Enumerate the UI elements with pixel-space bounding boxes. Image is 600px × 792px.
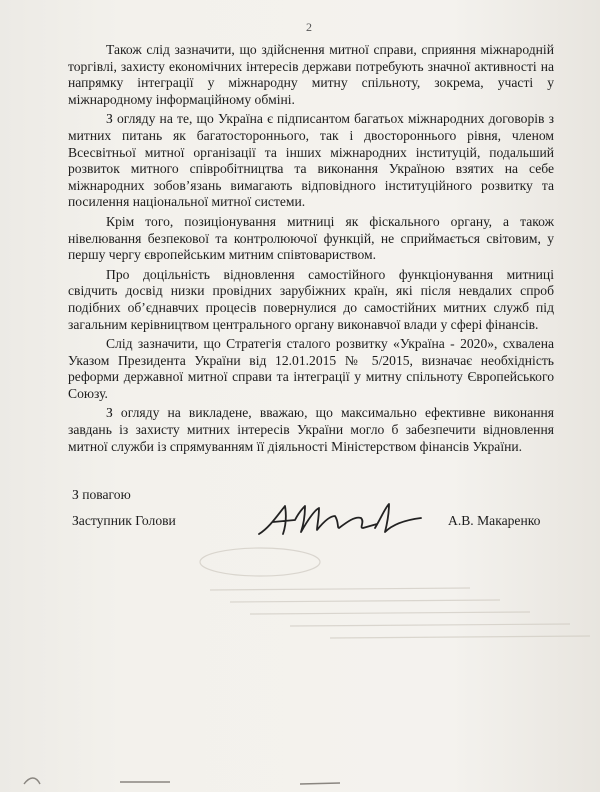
paragraph: Також слід зазначити, що здійснення митної справи, сприяння міжнародній торгівлі, захисту економічних інтересів держави потребують значної активності на напрямку інтеграції у міжнародну митну спільноту, зокрема, участі у міжнародному інформаційному обміні. — [68, 42, 554, 107]
paragraph: Про доцільність відновлення самостійного функціонування митниці свідчить досвід низки провідних зарубіжних країн, які після невдалих спроб подібних об’єднавчих процесів повернулися до самостійних митних служб під загальним керівництвом центрального органу виконавчої влади у сфері фінансів. — [68, 266, 554, 332]
paragraph: Крім того, позиціонування митниці як фіскального органу, а також нівелювання безпекової та контролюючої функцій, не сприймається світовим, у першу чергу європейським митним співтовариством. — [68, 213, 554, 263]
letter-body — [68, 42, 554, 458]
signer-title: Заступник Голови — [72, 513, 176, 528]
bottom-edge-marks — [0, 770, 600, 792]
handwritten-signature — [255, 498, 425, 542]
bleed-through-texture — [170, 540, 600, 660]
paragraph: З огляду на те, що Україна є підписантом багатьох міжнародних договорів з митних питань як багатостороннього, так і двостороннього рівня, членом Всесвітньої митної організації та інших міжнародних інституцій, подальший розвиток митного співробітництва та виконання Україною взятих на себе міжнародних зобов’язань вимагають відповідного інституційного розвитку та посилення національної митної системи. — [68, 111, 554, 210]
paragraph: Слід зазначити, що Стратегія сталого розвитку «Україна - 2020», схвалена Указом Президента України від 12.01.2015 № 5/2015, визначає необхідність реформи державної митної справи та інтеграції у митну спільноту Європейського Союзу. — [68, 336, 554, 401]
closing-salutation: З повагою — [72, 487, 131, 502]
page-number: 2 — [306, 20, 312, 34]
paragraph: З огляду на викладене, вважаю, що максимально ефективне виконання завдань із захисту митних інтересів України могло б забезпечити відновлення митної служби із спрямуванням її діяльності Міністерством фінансів України. — [68, 405, 554, 454]
signer-name: А.В. Макаренко — [448, 513, 541, 528]
